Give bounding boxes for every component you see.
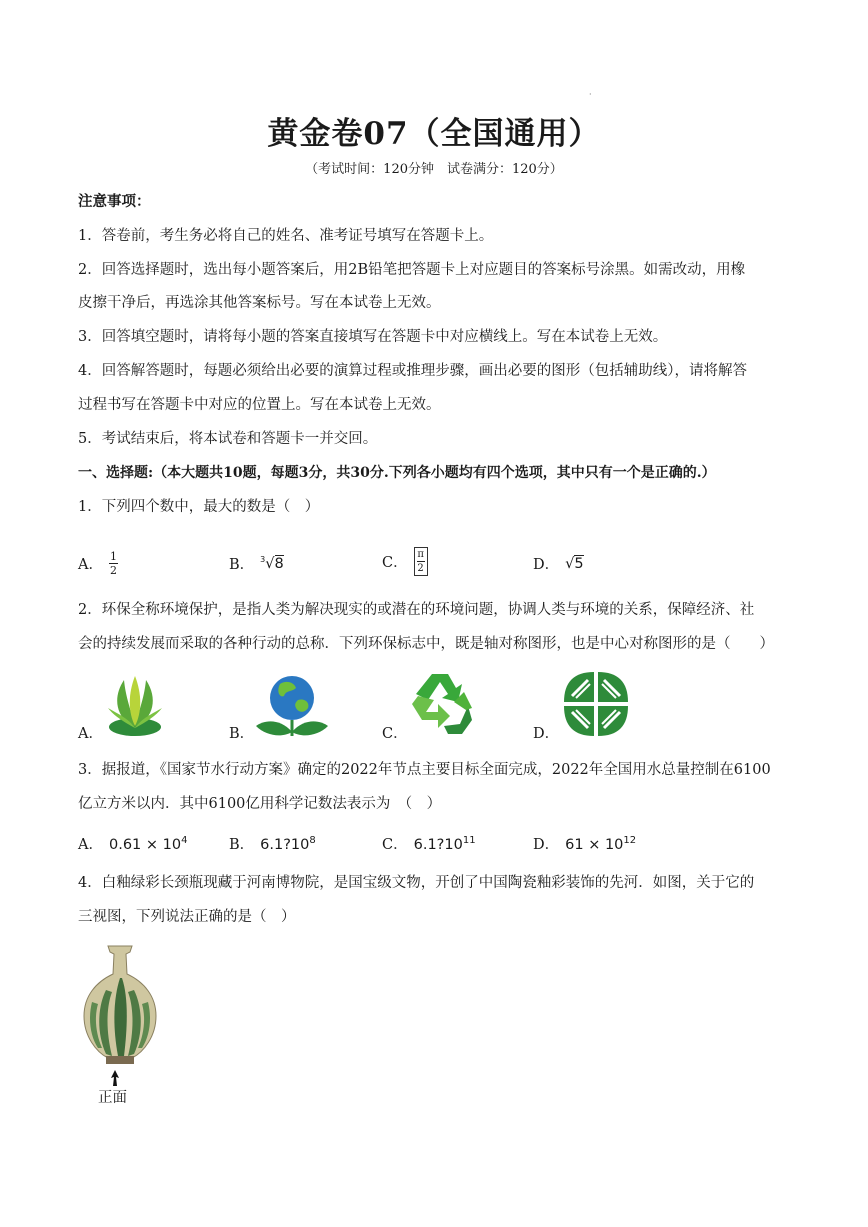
base: 6.1?10 (413, 836, 463, 853)
fraction (414, 547, 428, 576)
sci-notation (414, 835, 476, 853)
arrow-up-icon (108, 1068, 122, 1088)
radicand: 5 (574, 555, 584, 572)
page-subtitle: （考试时间：120分钟 试卷满分：120分） (305, 162, 563, 177)
option-label: D． (533, 837, 560, 853)
sci-notation (565, 835, 636, 853)
q1-option-b (229, 553, 284, 574)
q2-option-b-label: B． (229, 726, 255, 742)
option-label: B． (229, 837, 255, 853)
exponent: 11 (462, 834, 476, 846)
q3-option-c (382, 833, 476, 854)
notice-item-2-line-2: 皮擦干净后，再选涂其他答案标号。写在本试卷上无效。 (78, 295, 441, 311)
fraction (109, 551, 118, 576)
notice-item-5: 5．考试结束后，将本试卷和答题卡一并交回。 (78, 431, 378, 447)
q1-option-a (78, 551, 118, 576)
q3-option-b (229, 833, 316, 854)
numerator: 1 (109, 550, 117, 563)
q3-option-a (78, 833, 187, 854)
notice-item-4-line-2: 过程书写在答题卡中对应的位置上。写在本试卷上无效。 (78, 397, 441, 413)
notice-item-2-line-1: 2．回答选择题时，选出每小题答案后，用2B铅笔把答题卡上对应题目的答案标号涂黑。如需改动，用橡 (78, 262, 746, 278)
q2-stem-line-2: 会的持续发展而采取的各种行动的总称．下列环保标志中，既是轴对称图形，也是中心对称图形的是（ ） (78, 636, 774, 652)
sprout-leaves-logo-icon (102, 672, 168, 740)
square-root (565, 556, 583, 572)
option-label: D． (533, 557, 560, 573)
numerator: π (417, 549, 424, 560)
option-label: A． (78, 837, 103, 853)
q3-option-d (533, 833, 636, 854)
option-label: A． (78, 557, 103, 573)
notice-item-3: 3．回答填空题时，请将每小题的答案直接填写在答题卡中对应横线上。写在本试卷上无效。 (78, 329, 668, 345)
q2-option-d-label: D． (533, 726, 560, 742)
base: 61 × 10 (565, 836, 624, 853)
four-leaf-logo-icon (560, 668, 632, 740)
exponent: 12 (623, 834, 637, 846)
q2-option-c-label: C． (382, 726, 408, 742)
vase-photo-icon (78, 944, 162, 1070)
q4-stem-line-2: 三视图，下列说法正确的是（ ） (78, 909, 296, 925)
q2-stem-line-1: 2．环保全称环境保护，是指人类为解决现实的或潜在的环境问题，协调人类与环境的关系，保障经济、社 (78, 602, 755, 618)
option-label: B． (229, 557, 255, 573)
q1-option-c (382, 547, 428, 576)
notice-item-4-line-1: 4．回答解答题时，每题必须给出必要的演算过程或推理步骤，画出必要的图形（包括辅助线），请将解答 (78, 363, 747, 379)
q1-option-d (533, 553, 584, 574)
sci-notation (109, 835, 187, 853)
q3-stem-line-1: 3．据报道，《国家节水行动方案》确定的2022年节点主要目标全面完成，2022年全国用水总量控制在6100 (78, 762, 771, 778)
option-label: C． (382, 837, 408, 853)
base: 0.61 × 10 (108, 836, 182, 853)
globe-leaves-logo-icon (252, 670, 332, 740)
radical-sign: √ (565, 555, 575, 572)
root-index: 3 (260, 555, 266, 565)
page-title: 黄金卷07（全国通用） (267, 116, 601, 152)
radicand: 8 (274, 555, 284, 572)
exponent: 8 (309, 834, 316, 846)
front-view-label: 正面 (98, 1090, 127, 1106)
option-label: C． (382, 555, 408, 571)
base: 6.1?10 (260, 836, 310, 853)
denominator: 2 (109, 564, 117, 577)
sci-notation (260, 835, 316, 853)
cube-root (260, 555, 284, 572)
exponent: 4 (181, 834, 188, 846)
q1-stem: 1．下列四个数中，最大的数是（ ） (78, 499, 320, 515)
notice-item-1: 1．答卷前，考生务必将自己的姓名、准考证号填写在答题卡上。 (78, 228, 494, 244)
radical-sign: √ (265, 555, 275, 572)
page-mark: · (589, 90, 592, 99)
section-1-heading: 一、选择题:（本大题共10题，每题3分，共30分.下列各小题均有四个选项，其中只有一个是正确的.） (78, 465, 716, 481)
denominator: 2 (417, 563, 424, 574)
recycle-logo-icon (404, 668, 476, 738)
notice-heading: 注意事项： (78, 193, 151, 210)
q4-stem-line-1: 4．白釉绿彩长颈瓶现藏于河南博物院，是国宝级文物，开创了中国陶瓷釉彩装饰的先河．如图，关于它的 (78, 875, 755, 891)
q3-stem-line-2: 亿立方米以内．其中6100亿用科学记数法表示为 （ ） (78, 796, 442, 812)
q2-option-a-label: A． (78, 726, 103, 742)
